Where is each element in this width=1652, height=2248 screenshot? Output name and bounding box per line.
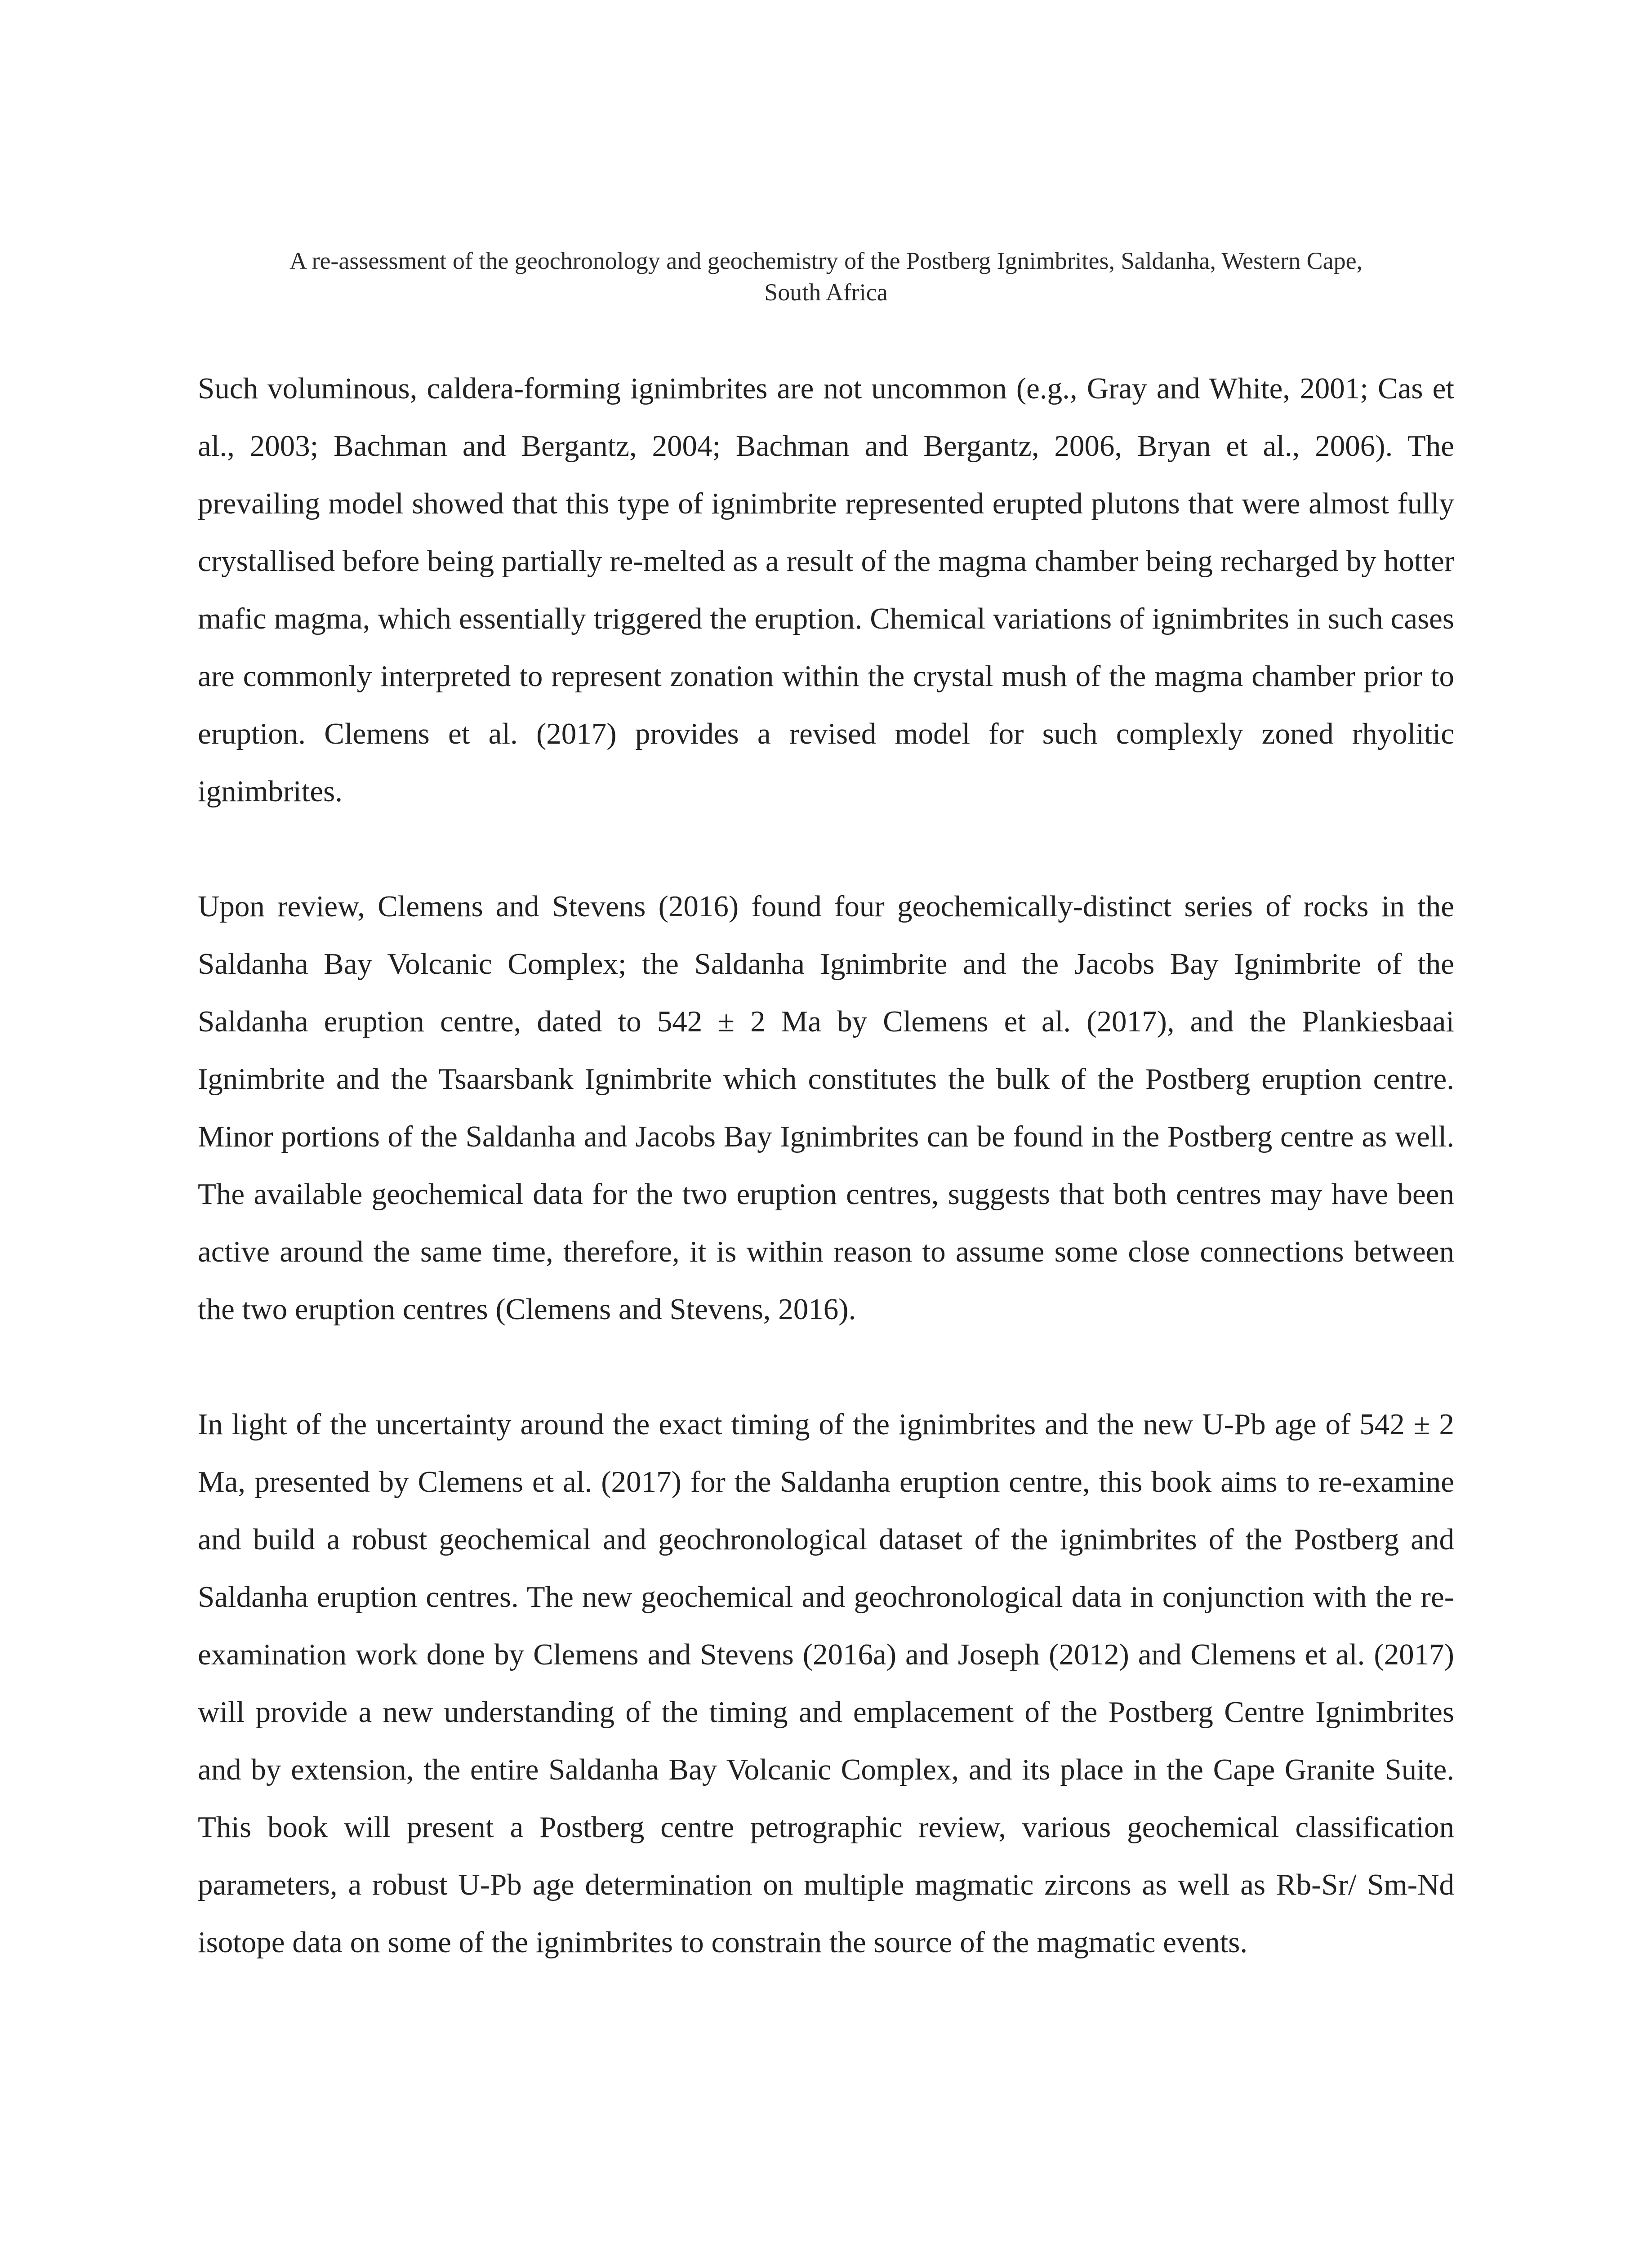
running-header: [198, 245, 1454, 308]
paragraph-1: Such voluminous, caldera-forming ignimbrites are not uncommon (e.g., Gray and White, 2001; Cas et al., 2003; Bachman and Bergantz, 2004; Bachman and Bergantz, 2006, Bryan et al., 2006). The prevailing model showed that this type of ignimbrite represented erupted plutons that were almost fully crystallised before being partially re-melted as a result of the magma chamber being recharged by hotter mafic magma, which essentially triggered the eruption. Chemical variations of ignimbrites in such cases are commonly interpreted to represent zonation within the crystal mush of the magma chamber prior to eruption. Clemens et al. (2017) provides a revised model for such complexly zoned rhyolitic ignimbrites.: [198, 372, 1454, 808]
paragraph-2: Upon review, Clemens and Stevens (2016) found four geochemically-distinct series of rocks in the Saldanha Bay Volcanic Complex; the Saldanha Ignimbrite and the Jacobs Bay Ignimbrite of the Saldanha eruption centre, dated to 542 ± 2 Ma by Clemens et al. (2017), and the Plankiesbaai Ignimbrite and the Tsaarsbank Ignimbrite which constitutes the bulk of the Postberg eruption centre. Minor portions of the Saldanha and Jacobs Bay Ignimbrites can be found in the Postberg centre as well. The available geochemical data for the two eruption centres, suggests that both centres may have been active around the same time, therefore, it is within reason to assume some close connections between the two eruption centres (Clemens and Stevens, 2016).: [198, 890, 1454, 1326]
running-header-line-1: A re-assessment of the geochronology and geochemistry of the Postberg Ignimbrites, Saldanha, Western Cape,: [289, 247, 1363, 274]
running-header-line-2: South Africa: [764, 279, 888, 306]
paragraph-3: In light of the uncertainty around the exact timing of the ignimbrites and the new U-Pb age of 542 ± 2 Ma, presented by Clemens et al. (2017) for the Saldanha eruption centre, this book aims to re-examine and build a robust geochemical and geochronological dataset of the ignimbrites of the Postberg and Saldanha eruption centres. The new geochemical and geochronological data in conjunction with the re-examination work done by Clemens and Stevens (2016a) and Joseph (2012) and Clemens et al. (2017) will provide a new understanding of the timing and emplacement of the Postberg Centre Ignimbrites and by extension, the entire Saldanha Bay Volcanic Complex, and its place in the Cape Granite Suite. This book will present a Postberg centre petrographic review, various geochemical classification parameters, a robust U-Pb age determination on multiple magmatic zircons as well as Rb-Sr/ Sm-Nd isotope data on some of the ignimbrites to constrain the source of the magmatic events.: [198, 1408, 1454, 1959]
body-text: [198, 360, 1454, 1971]
